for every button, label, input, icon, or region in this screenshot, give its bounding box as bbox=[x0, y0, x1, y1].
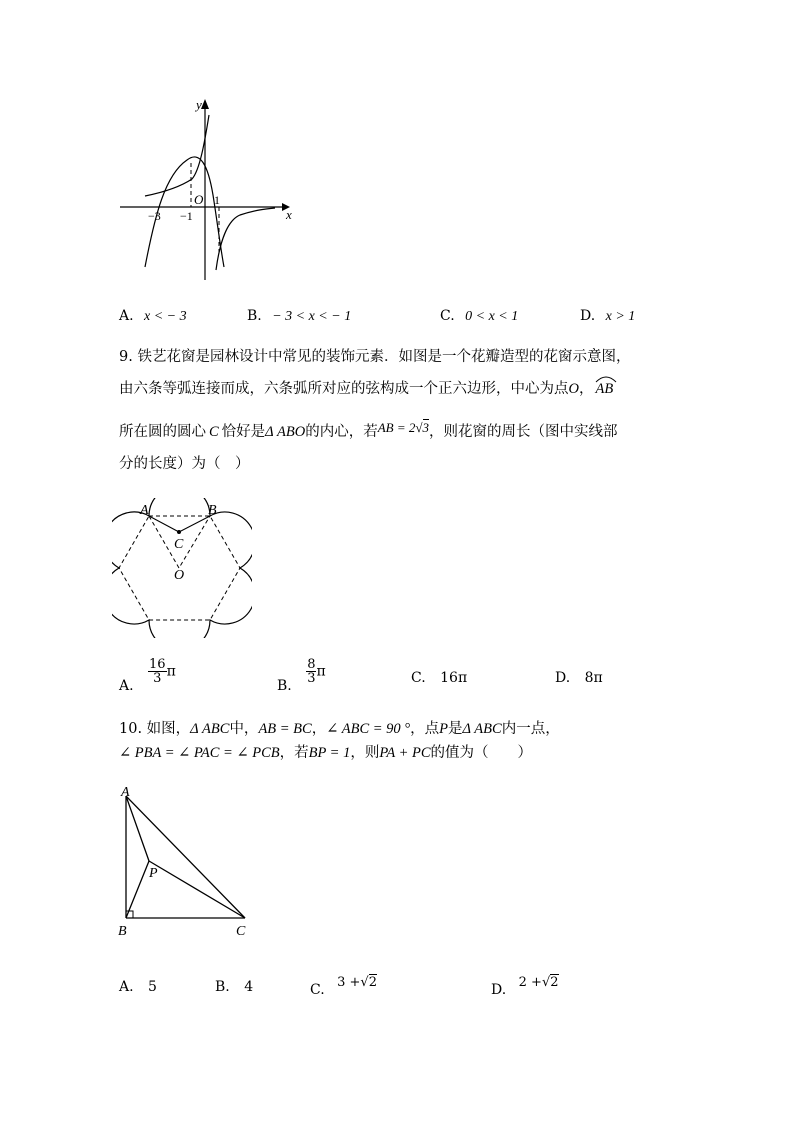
side-ac bbox=[126, 796, 245, 918]
q9-line-1: 9. 铁艺花窗是园林设计中常见的装饰元素．如图是一个花瓣造型的花窗示意图， bbox=[119, 349, 631, 365]
q10-eq-angle-abc: ∠ ABC = 90 ° bbox=[326, 721, 411, 737]
q9-line-2-text: 由六条等弧连接而成，六条弧所对应的弦构成一个正六边形，中心为点 bbox=[119, 381, 569, 397]
segment-pa bbox=[126, 796, 149, 861]
option-letter: D. bbox=[580, 308, 596, 324]
option-radicand: 2 bbox=[550, 975, 559, 990]
option-letter: A. bbox=[119, 677, 134, 694]
label-b: B bbox=[208, 503, 217, 518]
option-letter: D. bbox=[491, 982, 507, 998]
q8-option-c[interactable] bbox=[440, 308, 518, 325]
q9-triangle-abo: Δ ABO bbox=[265, 424, 306, 440]
q8-function-graph bbox=[110, 95, 300, 285]
fraction-numerator: 16 bbox=[149, 657, 166, 672]
option-letter: A. bbox=[119, 979, 134, 995]
sqrt-icon: √ bbox=[415, 420, 423, 435]
q9-arc-ab bbox=[595, 381, 613, 398]
q9-line-3-text-b: 恰好是 bbox=[221, 424, 266, 440]
sqrt-icon: √ bbox=[541, 975, 551, 990]
option-letter: C. bbox=[411, 670, 426, 686]
q8-option-b[interactable] bbox=[247, 308, 351, 325]
tick-label-neg1: −1 bbox=[180, 209, 193, 223]
option-radicand: 2 bbox=[368, 975, 377, 990]
q9-option-b[interactable] bbox=[277, 657, 326, 694]
option-suffix: π bbox=[316, 663, 326, 680]
q9-line-3-text: 所在圆的圆心 bbox=[119, 424, 206, 440]
q8-option-d[interactable] bbox=[580, 308, 635, 325]
center-point-c bbox=[177, 530, 181, 534]
q10-triangle-figure bbox=[112, 782, 262, 942]
arc-symbol-icon bbox=[595, 375, 617, 383]
q10-triangle-abc: Δ ABC bbox=[190, 721, 230, 737]
option-suffix: π bbox=[166, 663, 176, 680]
q9-point-o: O bbox=[568, 381, 579, 397]
label-o: O bbox=[174, 568, 185, 583]
q9-option-a[interactable] bbox=[119, 657, 176, 694]
fraction-numerator: 8 bbox=[307, 657, 316, 672]
segment-pb bbox=[126, 861, 149, 918]
q10-line-2 bbox=[119, 741, 532, 762]
q10-line-1-text-d: ，点 bbox=[410, 721, 440, 737]
y-axis-arrow bbox=[201, 99, 209, 109]
q10-point-p: P bbox=[439, 721, 448, 737]
q10-line-1-text-e: 是 bbox=[447, 721, 463, 737]
option-letter: B. bbox=[277, 677, 292, 694]
q9-flower-window-figure bbox=[112, 498, 252, 638]
hyperbola-left-branch bbox=[145, 115, 209, 196]
q9-option-d[interactable] bbox=[555, 670, 603, 686]
q9-arc-label: AB bbox=[595, 381, 614, 397]
q10-option-b[interactable] bbox=[215, 979, 253, 995]
q9-ab-radicand: 3 bbox=[422, 420, 430, 435]
option-text: 5 bbox=[148, 979, 157, 995]
q10-line-1-text: 10. 如图， bbox=[119, 721, 191, 737]
option-text: x < − 3 bbox=[144, 309, 187, 324]
option-text: 4 bbox=[244, 979, 254, 995]
x-axis-label: x bbox=[286, 207, 292, 222]
q10-line-2-text-b: ，则 bbox=[350, 745, 380, 761]
q9-line-3-text-c: 的内心，若 bbox=[305, 424, 378, 440]
q9-option-b-fraction bbox=[306, 658, 316, 685]
fraction-denominator: 3 bbox=[153, 671, 162, 686]
option-pre: 3 + bbox=[337, 975, 361, 990]
q9-option-c[interactable] bbox=[411, 670, 467, 686]
segment-bc bbox=[179, 516, 210, 532]
option-text: 8π bbox=[584, 670, 603, 686]
q9-point-c: C bbox=[209, 424, 219, 440]
y-axis-label: y bbox=[196, 97, 202, 112]
option-pre: 2 + bbox=[518, 975, 542, 990]
q10-eq-ab-bc: AB = BC bbox=[258, 721, 312, 737]
q10-line-2-text-c: 的值为（ ） bbox=[430, 745, 533, 761]
q10-bp-value: BP = 1 bbox=[308, 745, 351, 761]
q9-line-2 bbox=[119, 377, 613, 398]
q10-line-1-sep: ， bbox=[311, 721, 327, 737]
q10-option-d[interactable] bbox=[491, 974, 559, 998]
option-letter: B. bbox=[215, 979, 230, 995]
q9-line-3 bbox=[119, 420, 618, 441]
option-text: 16π bbox=[440, 670, 468, 686]
q10-option-c[interactable] bbox=[310, 974, 377, 998]
option-text: 0 < x < 1 bbox=[465, 309, 519, 324]
q10-option-a[interactable] bbox=[119, 979, 157, 995]
q10-line-1-text-b: 中， bbox=[229, 721, 259, 737]
option-letter: A. bbox=[119, 308, 134, 324]
option-text: − 3 < x < − 1 bbox=[272, 309, 352, 324]
q9-line-2-sep: ， bbox=[578, 381, 594, 397]
q10-triangle-abc-2: Δ ABC bbox=[462, 721, 502, 737]
q10-pa-pc: PA + PC bbox=[379, 745, 431, 761]
tick-label-1: 1 bbox=[214, 193, 220, 207]
label-c: C bbox=[174, 537, 184, 552]
q9-option-a-fraction bbox=[148, 658, 167, 685]
q9-ab-value: AB = 2 bbox=[377, 420, 416, 435]
option-letter: D. bbox=[555, 670, 571, 686]
tick-label-neg3: −3 bbox=[148, 209, 161, 223]
q10-line-2-text: ，若 bbox=[279, 745, 309, 761]
label-c: C bbox=[236, 924, 246, 939]
label-a: A bbox=[121, 785, 130, 800]
q10-line-1-text-f: 内一点， bbox=[501, 721, 560, 737]
label-a: A bbox=[140, 503, 149, 518]
q9-line-3-text-d: ，则花窗的周长（图中实线部 bbox=[429, 424, 618, 440]
origin-label: O bbox=[194, 192, 204, 207]
label-p: P bbox=[149, 866, 158, 881]
option-letter: C. bbox=[310, 982, 325, 998]
fraction-denominator: 3 bbox=[307, 671, 316, 686]
option-text: x > 1 bbox=[605, 309, 636, 324]
q8-option-a[interactable] bbox=[119, 308, 187, 325]
q10-angle-equalities: ∠ PBA = ∠ PAC = ∠ PCB bbox=[119, 745, 280, 761]
q10-line-1 bbox=[119, 717, 560, 738]
q9-ab-expr bbox=[378, 420, 429, 435]
hyperbola-right-branch bbox=[216, 208, 275, 270]
option-letter: B. bbox=[247, 308, 262, 324]
label-b: B bbox=[118, 924, 127, 939]
option-letter: C. bbox=[440, 308, 455, 324]
sqrt-icon: √ bbox=[360, 975, 369, 990]
q9-line-4: 分的长度）为（ ） bbox=[119, 456, 250, 472]
